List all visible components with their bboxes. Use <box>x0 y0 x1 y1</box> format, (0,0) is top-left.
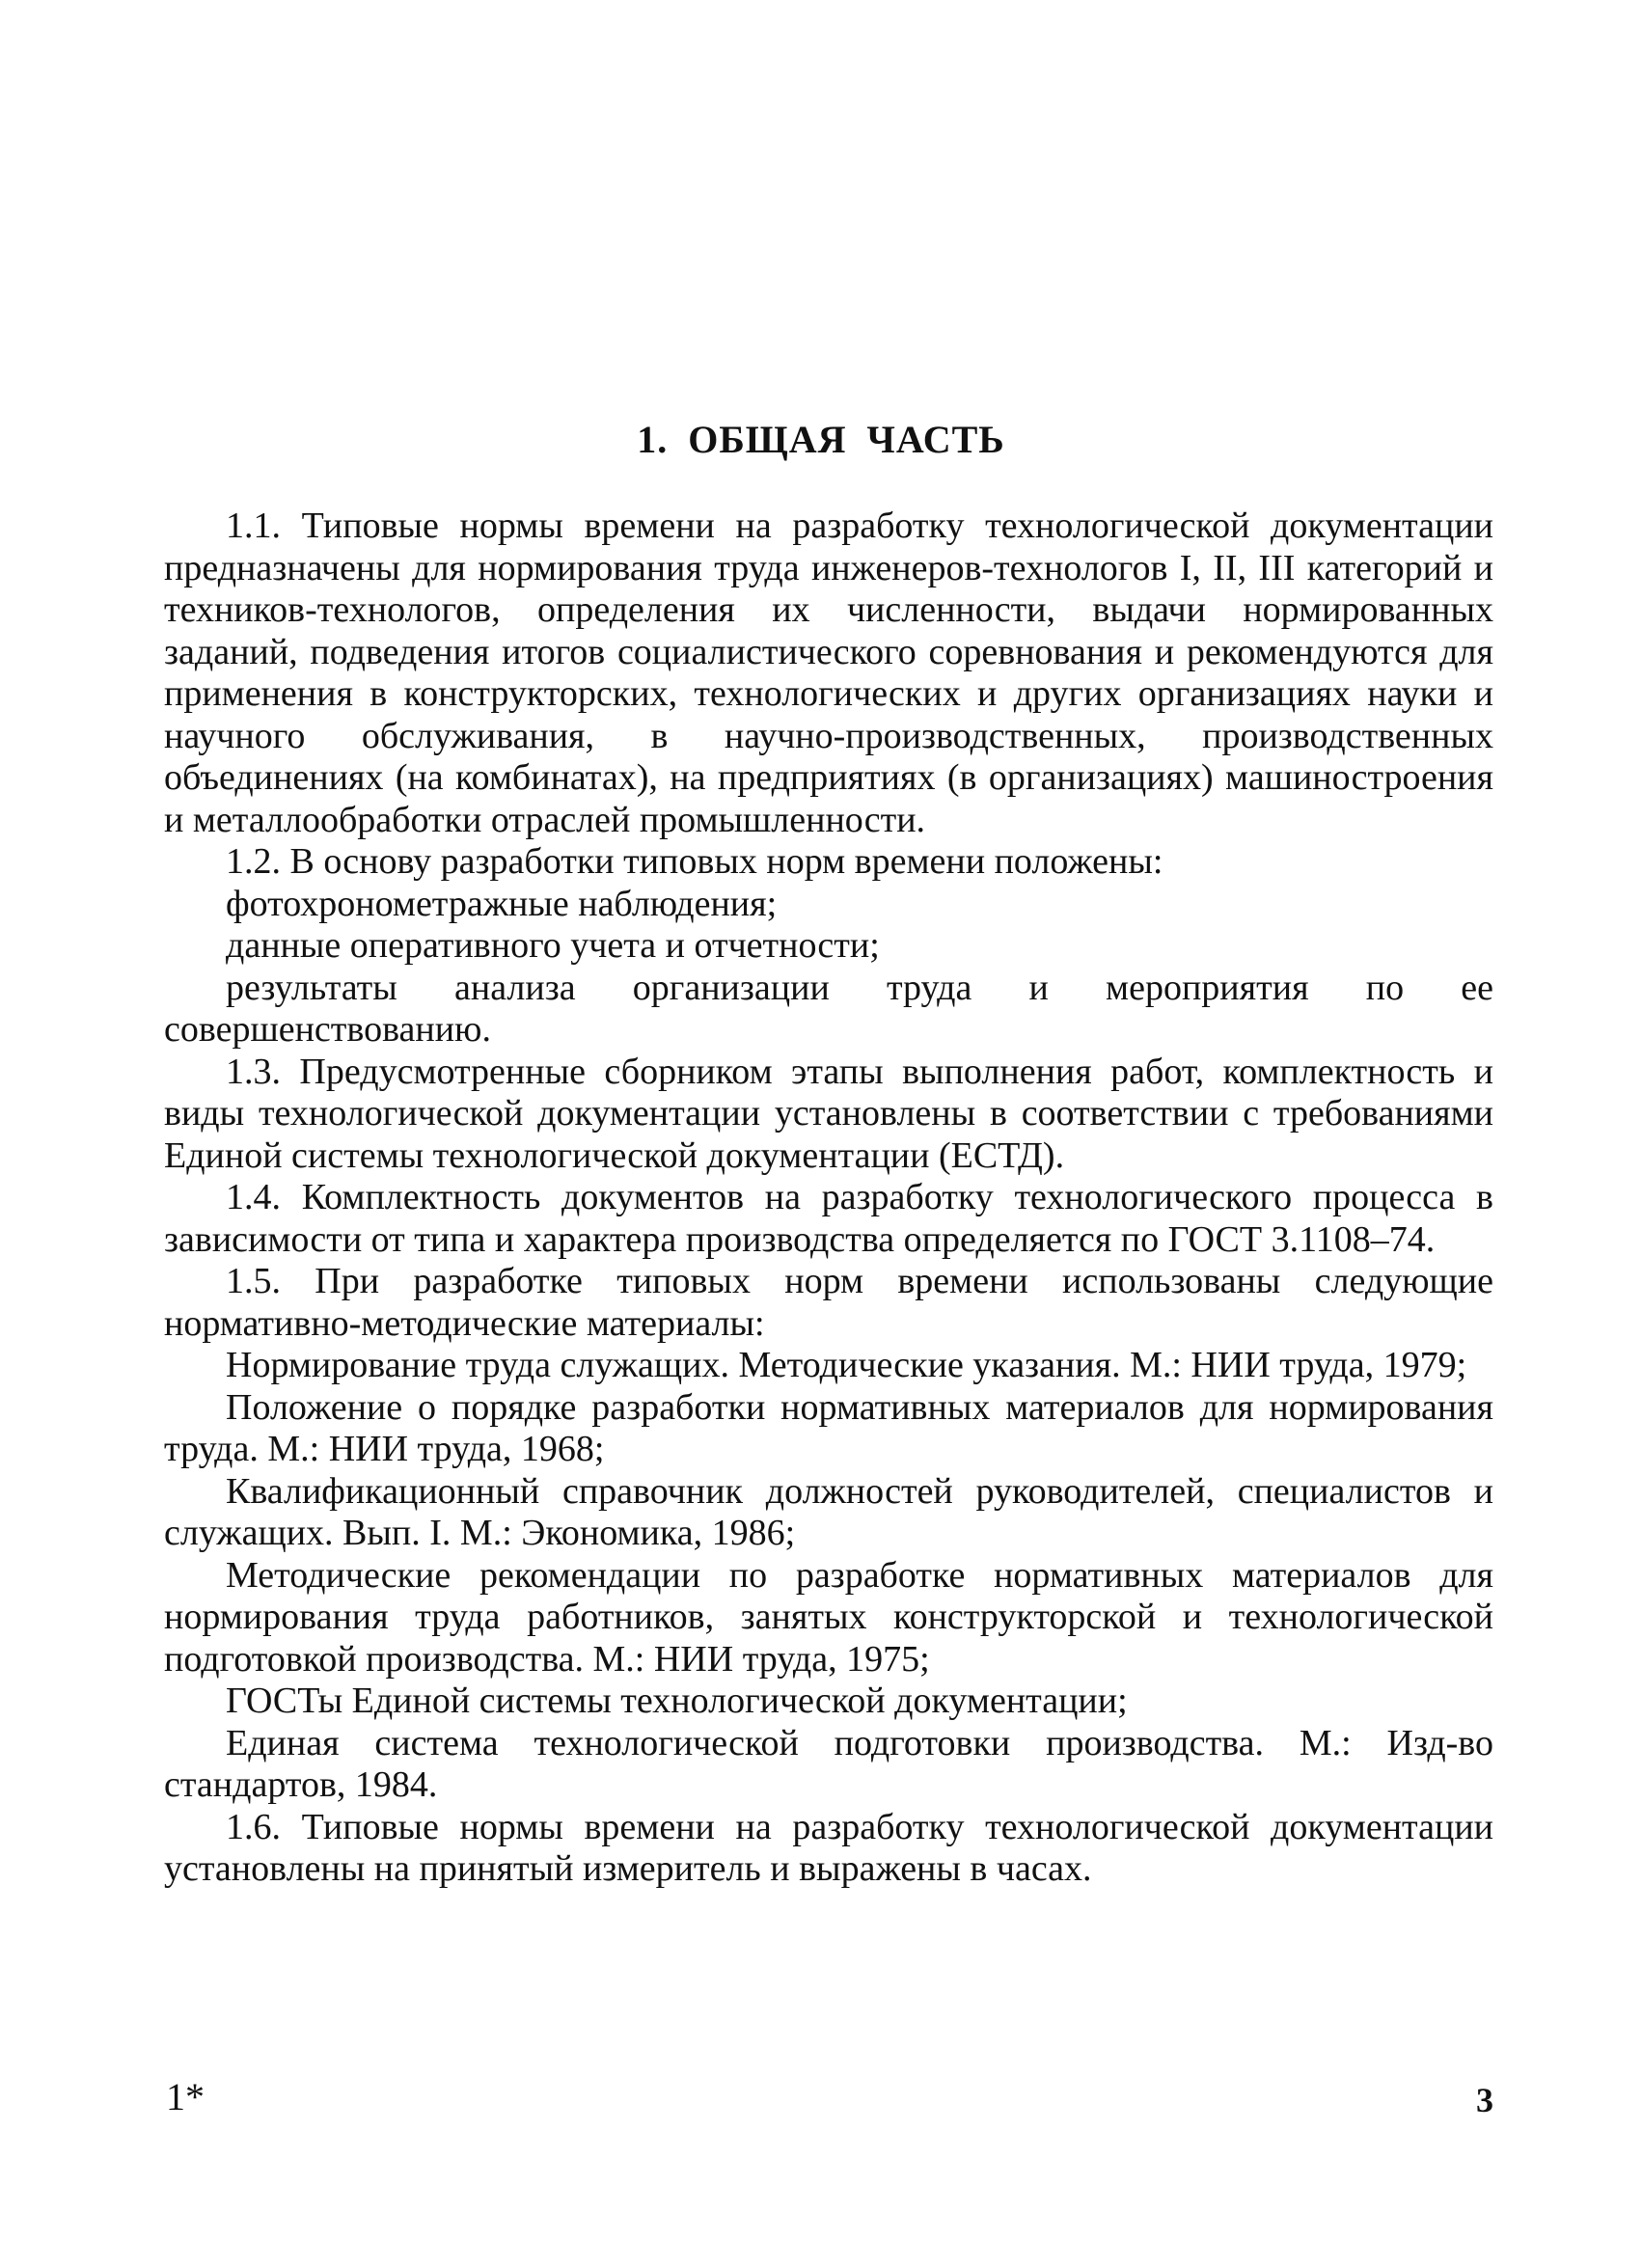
reference-item: Единая система технологической подготовки производства. М.: Изд-во стандартов, 1984. <box>164 1722 1493 1805</box>
section-heading: 1. ОБЩАЯ ЧАСТЬ <box>637 418 1005 461</box>
reference-item: ГОСТы Единой системы технологической документации; <box>226 1681 1128 1721</box>
paragraph-1-5: 1.5. При разработке типовых норм времени использованы следующие нормативно-методические материалы: <box>164 1261 1493 1344</box>
paragraph-1-2: 1.2. В основу разработки типовых норм времени положены: <box>226 841 1163 882</box>
reference-item: Положение о порядке разработки нормативных материалов для нормирования труда. М.: НИИ труда, 1968; <box>164 1386 1493 1469</box>
reference-item: Квалификационный справочник должностей руководителей, специалистов и служащих. Вып. I. М.: Экономика, 1986; <box>164 1470 1493 1553</box>
signature-mark: 1* <box>166 2075 205 2118</box>
list-item-photo-timing: фотохронометражные наблюдения; <box>226 883 778 924</box>
list-item-analysis-results: результаты анализа организации труда и мероприятия по ее совершенствованию. <box>164 967 1493 1050</box>
body-text <box>164 506 1493 1891</box>
reference-item: Методические рекомендации по разработке нормативных материалов для нормирования труда работников, занятых конструкторской и технологической подготовкой производства. М.: НИИ труда, 1975; <box>164 1554 1493 1680</box>
reference-item: Нормирование труда служащих. Методические указания. М.: НИИ труда, 1979; <box>226 1345 1467 1385</box>
paragraph-1-4: 1.4. Комплектность документов на разработку технологического процесса в зависимости от типа и характера производства определяется по ГОСТ 3.1108–74. <box>164 1177 1493 1260</box>
paragraph-1-3: 1.3. Предусмотренные сборником этапы выполнения работ, комплектность и виды технологической документации установлены в соответствии с требованиями Единой системы технологической документации (ЕСТД). <box>164 1051 1493 1176</box>
list-item-operational-data: данные оперативного учета и отчетности; <box>226 925 880 966</box>
paragraph-1-6: 1.6. Типовые нормы времени на разработку технологической документации установлены на принятый измеритель и выражены в часах. <box>164 1806 1493 1889</box>
paragraph-1-1: 1.1. Типовые нормы времени на разработку технологической документации предназначены для нормирования труда инженеров-технологов I, II, III категорий и техников-технологов, определения их численности, выдачи нормированных заданий, подведения итогов социалистического соревнования и рекомендуются для применения в конструкторских, технологических и других организациях науки и научного обслуживания, в научно-производственных, производственных объединениях (на комбинатах), на предприятиях (в организациях) машиностроения и металлообработки отраслей промышленности. <box>164 506 1493 840</box>
page-number: 3 <box>1476 2081 1493 2119</box>
